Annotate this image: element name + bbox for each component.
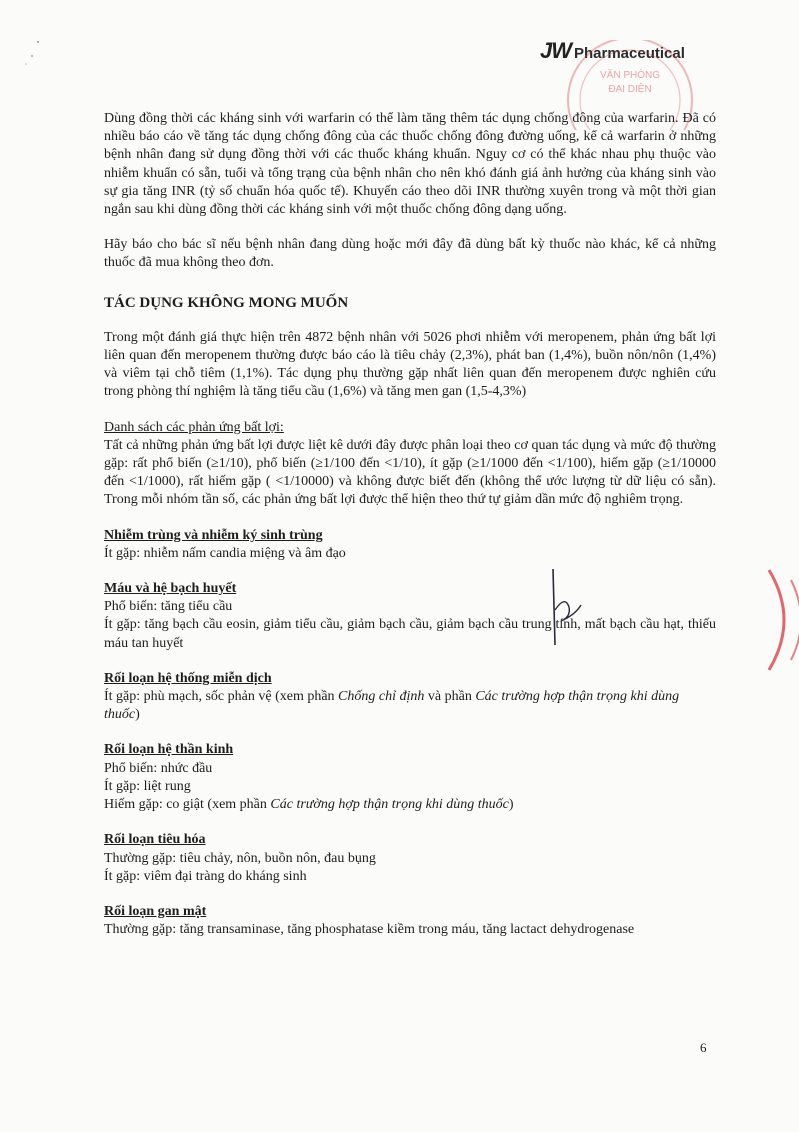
category-immune-title: Rối loạn hệ thống miễn dịch [104,670,272,686]
paragraph-warfarin: Dùng đồng thời các kháng sinh với warfarin có thể làm tăng thêm tác dụng chống đông của warfarin. Đã có nhiều báo cáo về tăng tác dụng chống đông của các thuốc chống đông đường uống, kể cả warfarin ở những bệnh nhân đang sử dụng đồng thời với các thuốc kháng khuẩn. Nguy cơ có thể khác nhau phụ thuộc vào nhiễm khuẩn có sẵn, tuổi và tổng trạng của bệnh nhân cho nên khó đánh giá ảnh hưởng của kháng sinh vào sự gia tăng INR (tỷ số chuẩn hóa quốc tế). Khuyến cáo theo dõi INR thường xuyên trong và một thời gian ngắn sau khi dùng đồng thời các kháng sinh với một thuốc chống đông dạng uống. [104,111,716,218]
logo-mark: JW [540,38,571,63]
stamp-line-2: ĐẠI DIỆN [608,84,652,95]
category-digestive-line-1: Thường gặp: tiêu chảy, nôn, buồn nôn, đau bụng [104,850,376,866]
category-liver-line: Thường gặp: tăng transaminase, tăng phosphatase kiềm trong máu, tăng lactact dehydrogenase [104,922,635,938]
logo-text: Pharmaceutical [574,45,685,62]
edge-stamp [729,560,799,690]
category-digestive-line-2: Ít gặp: viêm đại tràng do kháng sinh [104,868,307,884]
paragraph-inform-doctor: Hãy báo cho bác sĩ nếu bệnh nhân đang dùng hoặc mới đây đã dùng bất kỳ thuốc nào khác, kể cả những thuốc đã mua không theo đơn. [104,237,716,271]
category-infections-title: Nhiễm trùng và nhiễm ký sinh trùng [104,527,323,543]
paragraph-evaluation: Trong một đánh giá thực hiện trên 4872 bệnh nhân với 5026 phơi nhiễm với meropenem, phản ứng bất lợi liên quan đến meropenem thường được báo cáo là tiêu chảy (2,3%), phát ban (1,4%), buồn nôn/nôn (1,4%) và viêm tại chỗ tiêm (1,1%). Tác dụng phụ thường gặp nhất liên quan đến meropenem được nghiên cứu trong phòng thí nghiệm là tăng tiểu cầu (1,6%) và tăng men gan (1,5-4,3%) [104,329,716,400]
list-title: Danh sách các phản ứng bất lợi: [104,419,284,435]
scan-specks [8,30,48,75]
category-nervous-title: Rối loạn hệ thần kinh [104,742,234,758]
section-title: TÁC DỤNG KHÔNG MONG MUỐN [104,294,349,311]
category-blood-line-1: Phổ biến: tăng tiểu cầu [104,599,233,615]
handwritten-signature [535,565,595,655]
stamp-line-1: VĂN PHÒNG [599,70,661,81]
paragraph-classification: Tất cả những phản ứng bất lợi được liệt kê dưới đây được phân loại theo cơ quan tác dụng và mức độ thường gặp: rất phổ biến (≥1/10), phổ biến (≥1/100 đến <1/10), ít gặp (≥1/1000 đến <1/100), hiếm gặp (≥1/10000 đến <1/1000), rất hiếm gặp ( <1/10000) và không được biết đến (không thể ước lượng từ dữ liệu có sẵn). Trong mỗi nhóm tần số, các phản ứng bất lợi được thể hiện theo thứ tự giảm dần mức độ nghiêm trọng. [104,437,716,508]
category-immune-line: Ít gặp: phù mạch, sốc phản vệ (xem phần Chống chỉ định và phần Các trường hợp thận trọng khi dùng thuốc) [104,689,680,723]
category-liver-title: Rối loạn gan mật [104,903,207,919]
category-blood-line-2: Ít gặp: tăng bạch cầu eosin, giảm tiểu cầu, giảm bạch cầu, giảm bạch cầu trung tính, mất bạch cầu hạt, thiếu máu tan huyết [104,617,716,651]
category-nervous-line-1: Phổ biến: nhức đầu [104,760,213,776]
page-number: 6 [700,1040,707,1055]
category-nervous-line-3: Hiếm gặp: co giật (xem phần Các trường hợp thận trọng khi dùng thuốc) [104,797,514,813]
category-nervous-line-2: Ít gặp: liệt rung [104,778,191,794]
category-blood-title: Máu và hệ bạch huyết [104,581,237,597]
main-content [104,110,716,939]
category-infections-line: Ít gặp: nhiễm nấm candia miệng và âm đạo [104,545,346,561]
company-logo [540,38,685,64]
category-digestive-title: Rối loạn tiêu hóa [104,832,206,848]
